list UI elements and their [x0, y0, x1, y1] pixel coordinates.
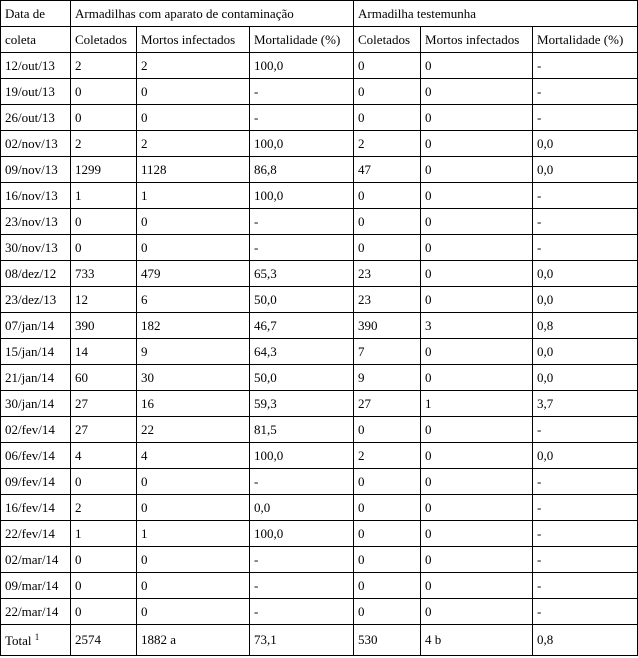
table-row — [1, 417, 638, 443]
date-cell: 19/out/13 — [1, 79, 71, 105]
table-body — [1, 53, 638, 625]
control-dead-infected-cell: 0 — [421, 443, 533, 469]
date-cell: 02/mar/14 — [1, 547, 71, 573]
control-collected-cell: 0 — [354, 417, 421, 443]
control-mortality-cell: 0,0 — [533, 365, 638, 391]
control-mortality-cell: - — [533, 105, 638, 131]
date-cell: 26/out/13 — [1, 105, 71, 131]
mortality-cell: 100,0 — [250, 53, 354, 79]
column-header-collected: Coletados — [71, 27, 137, 53]
control-mortality-cell: - — [533, 183, 638, 209]
total-label: Total — [5, 632, 32, 648]
control-mortality-cell: 0,0 — [533, 443, 638, 469]
control-dead-infected-cell: 0 — [421, 261, 533, 287]
control-mortality-cell: - — [533, 417, 638, 443]
mortality-cell: 100,0 — [250, 521, 354, 547]
control-collected-cell: 7 — [354, 339, 421, 365]
control-dead-infected-cell: 0 — [421, 209, 533, 235]
collected-cell: 1 — [71, 183, 137, 209]
control-mortality-cell: - — [533, 573, 638, 599]
table-row — [1, 183, 638, 209]
total-label-cell — [1, 625, 71, 656]
control-collected-cell: 0 — [354, 79, 421, 105]
control-mortality-cell: - — [533, 599, 638, 625]
date-cell: 09/fev/14 — [1, 469, 71, 495]
date-cell: 30/nov/13 — [1, 235, 71, 261]
control-dead-infected-cell: 0 — [421, 339, 533, 365]
dead-infected-cell: 0 — [137, 547, 250, 573]
collected-cell: 0 — [71, 79, 137, 105]
control-collected-cell: 47 — [354, 157, 421, 183]
collected-cell: 14 — [71, 339, 137, 365]
control-mortality-cell: 0,0 — [533, 287, 638, 313]
table-row — [1, 209, 638, 235]
control-mortality-cell: - — [533, 495, 638, 521]
collected-cell: 27 — [71, 391, 137, 417]
mortality-cell: - — [250, 547, 354, 573]
control-dead-infected-cell: 0 — [421, 599, 533, 625]
mortality-cell: 50,0 — [250, 365, 354, 391]
collected-cell: 27 — [71, 417, 137, 443]
control-dead-infected-cell: 0 — [421, 79, 533, 105]
column-header-dead-infected: Mortos infectados — [137, 27, 250, 53]
control-dead-infected-cell: 0 — [421, 365, 533, 391]
control-mortality-cell: 0,0 — [533, 261, 638, 287]
control-collected-cell: 0 — [354, 53, 421, 79]
mortality-cell: 64,3 — [250, 339, 354, 365]
dead-infected-cell: 1 — [137, 183, 250, 209]
date-cell: 02/fev/14 — [1, 417, 71, 443]
table-row — [1, 365, 638, 391]
control-dead-infected-cell: 0 — [421, 573, 533, 599]
collected-cell: 0 — [71, 469, 137, 495]
control-dead-infected-cell: 0 — [421, 131, 533, 157]
collected-cell: 0 — [71, 235, 137, 261]
mortality-cell: - — [250, 209, 354, 235]
control-collected-cell: 390 — [354, 313, 421, 339]
mortality-cell: - — [250, 235, 354, 261]
dead-infected-cell: 9 — [137, 339, 250, 365]
dead-infected-cell: 1 — [137, 521, 250, 547]
dead-infected-cell: 0 — [137, 573, 250, 599]
control-collected-cell: 0 — [354, 495, 421, 521]
collected-cell: 0 — [71, 209, 137, 235]
dead-infected-cell: 0 — [137, 469, 250, 495]
table-row — [1, 261, 638, 287]
dead-infected-cell: 16 — [137, 391, 250, 417]
collected-cell: 2 — [71, 131, 137, 157]
collected-cell: 390 — [71, 313, 137, 339]
dead-infected-cell: 0 — [137, 599, 250, 625]
group-header-contamination: Armadilhas com aparato de contaminação — [71, 1, 354, 27]
control-dead-infected-cell: 0 — [421, 235, 533, 261]
mortality-cell: 65,3 — [250, 261, 354, 287]
date-cell: 16/fev/14 — [1, 495, 71, 521]
collected-cell: 0 — [71, 547, 137, 573]
date-cell: 07/jan/14 — [1, 313, 71, 339]
table-row — [1, 339, 638, 365]
mortality-cell: 81,5 — [250, 417, 354, 443]
mortality-cell: - — [250, 105, 354, 131]
total-cell: 530 — [354, 625, 421, 656]
total-footnote-marker: 1 — [34, 631, 40, 642]
dead-infected-cell: 22 — [137, 417, 250, 443]
mortality-cell: 46,7 — [250, 313, 354, 339]
table-row — [1, 235, 638, 261]
control-dead-infected-cell: 3 — [421, 313, 533, 339]
collected-cell: 4 — [71, 443, 137, 469]
date-cell: 22/fev/14 — [1, 521, 71, 547]
control-dead-infected-cell: 0 — [421, 53, 533, 79]
dead-infected-cell: 0 — [137, 79, 250, 105]
dead-infected-cell: 182 — [137, 313, 250, 339]
mortality-cell: - — [250, 599, 354, 625]
control-collected-cell: 0 — [354, 183, 421, 209]
mortality-cell: - — [250, 469, 354, 495]
table-row — [1, 105, 638, 131]
control-dead-infected-cell: 0 — [421, 157, 533, 183]
dead-infected-cell: 0 — [137, 105, 250, 131]
dead-infected-cell: 2 — [137, 131, 250, 157]
dead-infected-cell: 0 — [137, 209, 250, 235]
group-header-control: Armadilha testemunha — [354, 1, 638, 27]
control-mortality-cell: 0,0 — [533, 157, 638, 183]
control-collected-cell: 2 — [354, 443, 421, 469]
control-dead-infected-cell: 0 — [421, 547, 533, 573]
total-cell: 1882 a — [137, 625, 250, 656]
table-row — [1, 79, 638, 105]
date-header-continued: coleta — [1, 27, 71, 53]
control-mortality-cell: - — [533, 53, 638, 79]
control-collected-cell: 9 — [354, 365, 421, 391]
control-mortality-cell: - — [533, 469, 638, 495]
control-mortality-cell: - — [533, 79, 638, 105]
total-cell: 4 b — [421, 625, 533, 656]
date-cell: 22/mar/14 — [1, 599, 71, 625]
table-row — [1, 495, 638, 521]
table-row — [1, 521, 638, 547]
date-cell: 15/jan/14 — [1, 339, 71, 365]
date-cell: 12/out/13 — [1, 53, 71, 79]
column-header-control-mortality: Mortalidade (%) — [533, 27, 638, 53]
collected-cell: 0 — [71, 599, 137, 625]
table-row — [1, 131, 638, 157]
date-header: Data de — [1, 1, 71, 27]
control-mortality-cell: - — [533, 521, 638, 547]
mortality-cell: 59,3 — [250, 391, 354, 417]
header-row-groups — [1, 1, 638, 27]
control-collected-cell: 0 — [354, 573, 421, 599]
date-cell: 09/mar/14 — [1, 573, 71, 599]
collected-cell: 12 — [71, 287, 137, 313]
date-cell: 21/jan/14 — [1, 365, 71, 391]
mortality-cell: 100,0 — [250, 183, 354, 209]
dead-infected-cell: 6 — [137, 287, 250, 313]
date-cell: 08/dez/12 — [1, 261, 71, 287]
collected-cell: 0 — [71, 105, 137, 131]
control-dead-infected-cell: 0 — [421, 183, 533, 209]
table-row — [1, 287, 638, 313]
date-cell: 23/nov/13 — [1, 209, 71, 235]
date-cell: 23/dez/13 — [1, 287, 71, 313]
total-cell: 0,8 — [533, 625, 638, 656]
total-row — [1, 625, 638, 656]
table-row — [1, 547, 638, 573]
control-dead-infected-cell: 0 — [421, 469, 533, 495]
control-dead-infected-cell: 0 — [421, 417, 533, 443]
collected-cell: 733 — [71, 261, 137, 287]
mortality-cell: - — [250, 573, 354, 599]
control-dead-infected-cell: 0 — [421, 521, 533, 547]
control-dead-infected-cell: 0 — [421, 105, 533, 131]
control-collected-cell: 0 — [354, 209, 421, 235]
dead-infected-cell: 0 — [137, 495, 250, 521]
table-row — [1, 573, 638, 599]
column-header-mortality: Mortalidade (%) — [250, 27, 354, 53]
control-dead-infected-cell: 0 — [421, 495, 533, 521]
dead-infected-cell: 2 — [137, 53, 250, 79]
mortality-cell: 100,0 — [250, 131, 354, 157]
mortality-cell: 50,0 — [250, 287, 354, 313]
control-dead-infected-cell: 0 — [421, 287, 533, 313]
control-collected-cell: 2 — [354, 131, 421, 157]
control-collected-cell: 23 — [354, 287, 421, 313]
date-cell: 09/nov/13 — [1, 157, 71, 183]
mortality-cell: 86,8 — [250, 157, 354, 183]
control-mortality-cell: 3,7 — [533, 391, 638, 417]
table-row — [1, 157, 638, 183]
control-collected-cell: 23 — [354, 261, 421, 287]
control-collected-cell: 0 — [354, 599, 421, 625]
table-row — [1, 469, 638, 495]
dead-infected-cell: 1128 — [137, 157, 250, 183]
date-cell: 06/fev/14 — [1, 443, 71, 469]
collected-cell: 1299 — [71, 157, 137, 183]
table-row — [1, 599, 638, 625]
table-row — [1, 391, 638, 417]
dead-infected-cell: 4 — [137, 443, 250, 469]
column-header-control-collected: Coletados — [354, 27, 421, 53]
control-collected-cell: 0 — [354, 547, 421, 573]
control-mortality-cell: 0,0 — [533, 339, 638, 365]
collected-cell: 2 — [71, 53, 137, 79]
dead-infected-cell: 479 — [137, 261, 250, 287]
control-collected-cell: 0 — [354, 105, 421, 131]
control-collected-cell: 0 — [354, 235, 421, 261]
control-mortality-cell: 0,0 — [533, 131, 638, 157]
header-row-columns — [1, 27, 638, 53]
control-mortality-cell: - — [533, 235, 638, 261]
table-row — [1, 53, 638, 79]
dead-infected-cell: 30 — [137, 365, 250, 391]
collected-cell: 1 — [71, 521, 137, 547]
control-mortality-cell: 0,8 — [533, 313, 638, 339]
mortality-cell: - — [250, 79, 354, 105]
collected-cell: 0 — [71, 573, 137, 599]
total-cell: 2574 — [71, 625, 137, 656]
date-cell: 16/nov/13 — [1, 183, 71, 209]
control-mortality-cell: - — [533, 209, 638, 235]
total-cell: 73,1 — [250, 625, 354, 656]
mortality-cell: 100,0 — [250, 443, 354, 469]
date-cell: 02/nov/13 — [1, 131, 71, 157]
control-collected-cell: 0 — [354, 521, 421, 547]
control-collected-cell: 0 — [354, 469, 421, 495]
dead-infected-cell: 0 — [137, 235, 250, 261]
control-mortality-cell: - — [533, 547, 638, 573]
control-collected-cell: 27 — [354, 391, 421, 417]
collected-cell: 60 — [71, 365, 137, 391]
control-dead-infected-cell: 1 — [421, 391, 533, 417]
date-cell: 30/jan/14 — [1, 391, 71, 417]
column-header-control-dead-infected: Mortos infectados — [421, 27, 533, 53]
table-row — [1, 313, 638, 339]
collected-cell: 2 — [71, 495, 137, 521]
mortality-cell: 0,0 — [250, 495, 354, 521]
table-row — [1, 443, 638, 469]
